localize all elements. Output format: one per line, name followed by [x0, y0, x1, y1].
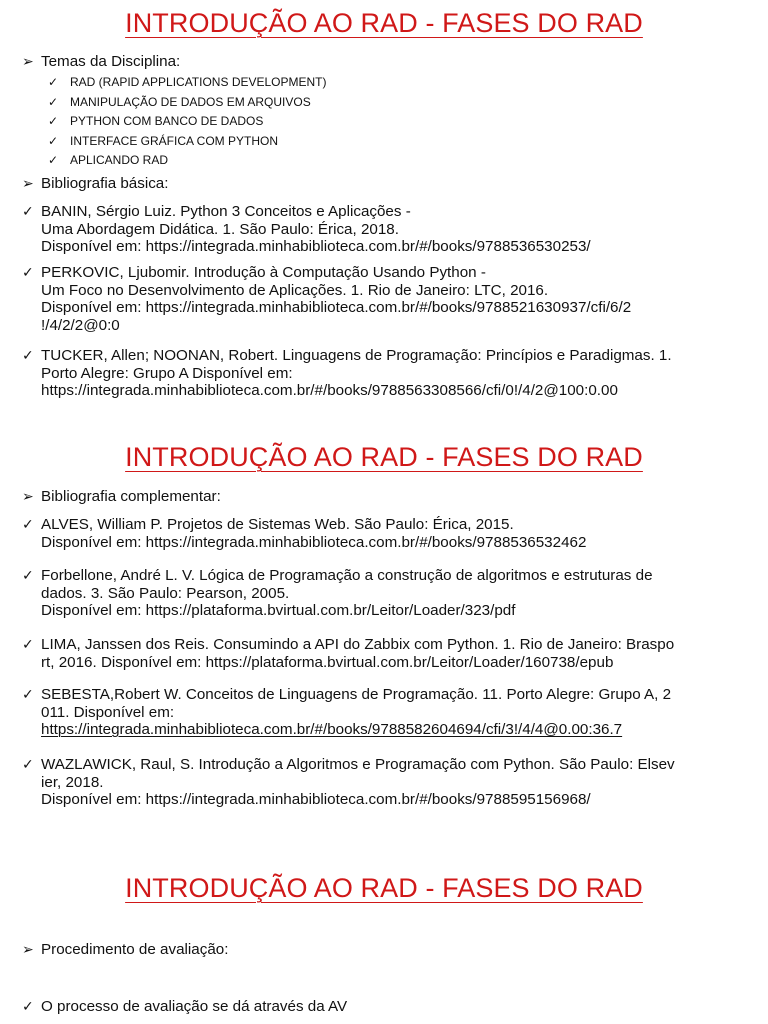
- reference-line: Disponível em: https://plataforma.bvirtual.com.br/Leitor/Loader/323/pdf: [41, 602, 516, 619]
- check-bullet-icon: ✓: [48, 75, 59, 89]
- reference-line: Disponível em: https://integrada.minhabiblioteca.com.br/#/books/9788521630937/cfi/6/2: [41, 299, 632, 316]
- reference-line: 011. Disponível em:: [41, 703, 175, 721]
- reference-line: LIMA, Janssen dos Reis. Consumindo a API do Zabbix com Python. 1. Rio de Janeiro: Braspo: [41, 636, 675, 653]
- check-bullet-icon: ✓: [22, 264, 34, 280]
- reference-line: ALVES, William P. Projetos de Sistemas Web. São Paulo: Érica, 2015.: [41, 516, 514, 533]
- biblio-complementary-heading: Bibliografia complementar:: [41, 488, 221, 505]
- reference-line: Um Foco no Desenvolvimento de Aplicações. 1. Rio de Janeiro: LTC, 2016.: [41, 281, 549, 299]
- reference-line: ier, 2018.: [41, 773, 104, 791]
- themes-heading: Temas da Disciplina:: [41, 53, 181, 70]
- reference-line: Porto Alegre: Grupo A Disponível em:: [41, 364, 293, 382]
- reference-link[interactable]: https://integrada.minhabiblioteca.com.br/#/books/9788582604694/cfi/3!/4/4@0.00:36.7: [41, 721, 623, 738]
- check-bullet-icon: ✓: [22, 998, 34, 1014]
- check-bullet-icon: ✓: [48, 133, 59, 148]
- check-bullet-icon: ✓: [48, 153, 59, 167]
- check-bullet-icon: ✓: [22, 347, 34, 363]
- reference-line: TUCKER, Allen; NOONAN, Robert. Linguagens de Programação: Princípios e Paradigmas. 1.: [41, 347, 672, 364]
- reference-line: !/4/2/2@0:0: [41, 316, 120, 334]
- biblio-basic-heading: Bibliografia básica:: [41, 175, 169, 192]
- arrow-bullet-icon: ➢: [22, 53, 34, 69]
- check-bullet-icon: ✓: [22, 516, 34, 532]
- reference-line: WAZLAWICK, Raul, S. Introdução a Algoritmos e Programação com Python. São Paulo: Elsev: [41, 756, 675, 773]
- reference-line: Disponível em: https://integrada.minhabiblioteca.com.br/#/books/9788536532462: [41, 533, 587, 551]
- check-bullet-icon: ✓: [48, 114, 59, 128]
- reference-line: dados. 3. São Paulo: Pearson, 2005.: [41, 584, 290, 602]
- slide2-title: INTRODUÇÃO AO RAD - FASES DO RAD: [125, 442, 643, 472]
- check-bullet-icon: ✓: [48, 94, 59, 109]
- check-bullet-icon: ✓: [22, 567, 34, 583]
- reference-line: rt, 2016. Disponível em: https://plataforma.bvirtual.com.br/Leitor/Loader/160738/epub: [41, 653, 614, 671]
- slide1-title: INTRODUÇÃO AO RAD - FASES DO RAD: [125, 8, 643, 38]
- check-bullet-icon: ✓: [22, 203, 34, 219]
- reference-line: https://integrada.minhabiblioteca.com.br/#/books/9788563308566/cfi/0!/4/2@100:0.00: [41, 382, 618, 399]
- procedure-heading: Procedimento de avaliação:: [41, 941, 229, 958]
- reference-line: PERKOVIC, Ljubomir. Introdução à Computação Usando Python -: [41, 264, 486, 281]
- slide3-title: INTRODUÇÃO AO RAD - FASES DO RAD: [125, 873, 643, 903]
- reference-line: Forbellone, André L. V. Lógica de Programação a construção de algoritmos e estruturas de: [41, 567, 653, 584]
- reference-line: Disponível em: https://integrada.minhabiblioteca.com.br/#/books/9788595156968/: [41, 791, 591, 808]
- arrow-bullet-icon: ➢: [22, 941, 34, 957]
- reference-line: SEBESTA,Robert W. Conceitos de Linguagens de Programação. 11. Porto Alegre: Grupo A, 2: [41, 686, 672, 703]
- check-bullet-icon: ✓: [22, 686, 34, 702]
- arrow-bullet-icon: ➢: [22, 488, 34, 504]
- check-bullet-icon: ✓: [22, 756, 34, 772]
- procedure-item: O processo de avaliação se dá através da AV: [41, 998, 348, 1015]
- reference-line: BANIN, Sérgio Luiz. Python 3 Conceitos e Aplicações -: [41, 203, 411, 220]
- check-bullet-icon: ✓: [22, 636, 34, 652]
- arrow-bullet-icon: ➢: [22, 175, 34, 191]
- reference-line: Disponível em: https://integrada.minhabiblioteca.com.br/#/books/9788536530253/: [41, 238, 591, 255]
- reference-line: Uma Abordagem Didática. 1. São Paulo: Érica, 2018.: [41, 220, 399, 238]
